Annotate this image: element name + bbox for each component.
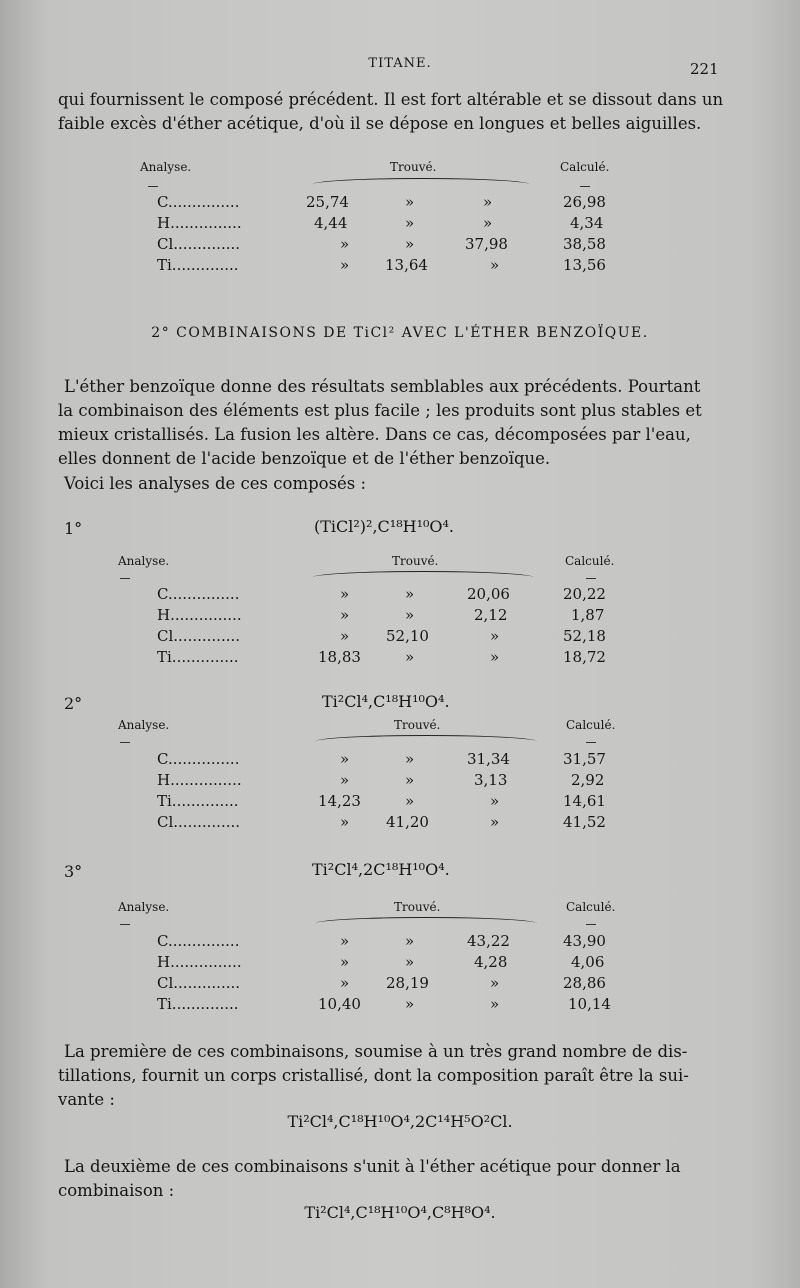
header-trouve: Trouvé. <box>392 554 439 568</box>
calc-value: 26,98 <box>563 193 606 211</box>
element-label: Cl.............. <box>157 813 241 831</box>
element-label: Ti.............. <box>157 648 239 666</box>
element-label: Ti.............. <box>157 792 239 810</box>
dash <box>586 742 596 743</box>
running-title: TITANE. <box>368 56 432 71</box>
calc-value: 18,72 <box>563 648 606 666</box>
paragraph-line: La deuxième de ces combinaisons s'unit à l'éther acétique pour donner la <box>64 1157 681 1176</box>
found-value: » <box>405 995 415 1013</box>
found-value: » <box>340 932 350 950</box>
found-value: » <box>405 792 415 810</box>
found-value: 14,23 <box>318 792 361 810</box>
dash <box>120 742 130 743</box>
header-analyse: Analyse. <box>118 554 170 568</box>
found-value: 43,22 <box>467 932 510 950</box>
intro-line: qui fournissent le composé précédent. Il est fort altérable et se dissout dans un <box>58 90 724 109</box>
found-value: » <box>405 932 415 950</box>
page-number: 221 <box>690 60 719 78</box>
intro-line: faible excès d'éther acétique, d'où il se dépose en longues et belles aiguilles. <box>58 114 702 133</box>
compound-number: 3° <box>64 862 83 881</box>
found-value: » <box>340 813 350 831</box>
dash <box>120 578 130 579</box>
element-label: Cl.............. <box>157 974 241 992</box>
paragraph-line: vante : <box>58 1090 115 1109</box>
found-value: » <box>490 813 500 831</box>
result-formula: Ti²Cl⁴,C¹⁸H¹⁰O⁴,2C¹⁴H⁵O²Cl. <box>287 1112 513 1131</box>
found-value: 10,40 <box>318 995 361 1013</box>
calc-value: 4,34 <box>570 214 604 232</box>
brace <box>315 917 537 930</box>
element-label: H............... <box>157 606 242 624</box>
compound-number: 1° <box>64 519 83 538</box>
calc-value: 10,14 <box>568 995 611 1013</box>
compound-formula: Ti²Cl⁴,2C¹⁸H¹⁰O⁴. <box>312 860 450 879</box>
found-value: » <box>340 771 350 789</box>
calc-value: 43,90 <box>563 932 606 950</box>
header-trouve: Trouvé. <box>390 160 437 174</box>
dash <box>148 186 158 187</box>
header-trouve: Trouvé. <box>394 900 441 914</box>
header-trouve: Trouvé. <box>394 718 441 732</box>
calc-value: 38,58 <box>563 235 606 253</box>
found-value: » <box>405 585 415 603</box>
found-value: » <box>483 214 493 232</box>
element-label: C............... <box>157 193 240 211</box>
found-value: » <box>405 193 415 211</box>
found-value: » <box>340 606 350 624</box>
found-value: 52,10 <box>386 627 429 645</box>
compound-formula: Ti²Cl⁴,C¹⁸H¹⁰O⁴. <box>322 692 450 711</box>
result-formula: Ti²Cl⁴,C¹⁸H¹⁰O⁴,C⁸H⁸O⁴. <box>304 1203 496 1222</box>
found-value: » <box>340 256 350 274</box>
found-value: 18,83 <box>318 648 361 666</box>
paragraph-line: La première de ces combinaisons, soumise à un très grand nombre de dis- <box>64 1042 688 1061</box>
calc-value: 13,56 <box>563 256 606 274</box>
found-value: 20,06 <box>467 585 510 603</box>
dash <box>120 924 130 925</box>
found-value: » <box>490 792 500 810</box>
found-value: » <box>490 995 500 1013</box>
brace <box>312 178 530 191</box>
paragraph-line: elles donnent de l'acide benzoïque et de l'éther benzoïque. <box>58 449 551 468</box>
found-value: » <box>405 750 415 768</box>
found-value: » <box>340 627 350 645</box>
dash <box>586 924 596 925</box>
element-label: Cl.............. <box>157 627 241 645</box>
dash <box>580 186 590 187</box>
found-value: » <box>483 193 493 211</box>
found-value: » <box>405 771 415 789</box>
found-value: » <box>340 235 350 253</box>
element-label: H............... <box>157 214 242 232</box>
header-calcule: Calculé. <box>566 900 616 914</box>
header-analyse: Analyse. <box>118 718 170 732</box>
found-value: » <box>405 214 415 232</box>
element-label: C............... <box>157 585 240 603</box>
calc-value: 2,92 <box>571 771 605 789</box>
calc-value: 20,22 <box>563 585 606 603</box>
section-heading: 2° COMBINAISONS DE TiCl² AVEC L'ÉTHER BENZOÏQUE. <box>151 325 649 341</box>
found-value: 28,19 <box>386 974 429 992</box>
calc-value: 52,18 <box>563 627 606 645</box>
found-value: 4,44 <box>314 214 348 232</box>
paragraph-line: mieux cristallisés. La fusion les altère. Dans ce cas, décomposées par l'eau, <box>58 425 691 444</box>
paragraph-line: la combinaison des éléments est plus facile ; les produits sont plus stables et <box>58 401 702 420</box>
found-value: » <box>340 974 350 992</box>
paragraph-line: tillations, fournit un corps cristallisé, dont la composition paraît être la sui- <box>58 1066 689 1085</box>
found-value: » <box>340 953 350 971</box>
calc-value: 31,57 <box>563 750 606 768</box>
element-label: Ti.............. <box>157 256 239 274</box>
found-value: 37,98 <box>465 235 508 253</box>
found-value: » <box>405 648 415 666</box>
paragraph-line: L'éther benzoïque donne des résultats semblables aux précédents. Pourtant <box>64 377 701 396</box>
element-label: H............... <box>157 771 242 789</box>
element-label: Ti.............. <box>157 995 239 1013</box>
found-value: 4,28 <box>474 953 508 971</box>
calc-value: 4,06 <box>571 953 605 971</box>
found-value: 2,12 <box>474 606 508 624</box>
found-value: » <box>405 953 415 971</box>
header-calcule: Calculé. <box>565 554 615 568</box>
found-value: » <box>490 974 500 992</box>
paragraph-line: combinaison : <box>58 1181 175 1200</box>
found-value: » <box>490 648 500 666</box>
element-label: C............... <box>157 932 240 950</box>
brace <box>312 571 534 584</box>
header-calcule: Calculé. <box>560 160 610 174</box>
element-label: H............... <box>157 953 242 971</box>
dash <box>586 578 596 579</box>
header-analyse: Analyse. <box>118 900 170 914</box>
compound-number: 2° <box>64 694 83 713</box>
found-value: 41,20 <box>386 813 429 831</box>
found-value: » <box>405 606 415 624</box>
paragraph-line: Voici les analyses de ces composés : <box>64 474 367 493</box>
calc-value: 28,86 <box>563 974 606 992</box>
found-value: 13,64 <box>385 256 428 274</box>
header-analyse: Analyse. <box>140 160 192 174</box>
found-value: » <box>405 235 415 253</box>
brace <box>315 735 537 748</box>
found-value: » <box>340 585 350 603</box>
found-value: » <box>340 750 350 768</box>
calc-value: 41,52 <box>563 813 606 831</box>
element-label: C............... <box>157 750 240 768</box>
calc-value: 1,87 <box>571 606 605 624</box>
element-label: Cl.............. <box>157 235 241 253</box>
found-value: » <box>490 627 500 645</box>
found-value: » <box>490 256 500 274</box>
found-value: 31,34 <box>467 750 510 768</box>
found-value: 25,74 <box>306 193 349 211</box>
header-calcule: Calculé. <box>566 718 616 732</box>
compound-formula: (TiCl²)²,C¹⁸H¹⁰O⁴. <box>314 517 455 536</box>
calc-value: 14,61 <box>563 792 606 810</box>
found-value: 3,13 <box>474 771 508 789</box>
